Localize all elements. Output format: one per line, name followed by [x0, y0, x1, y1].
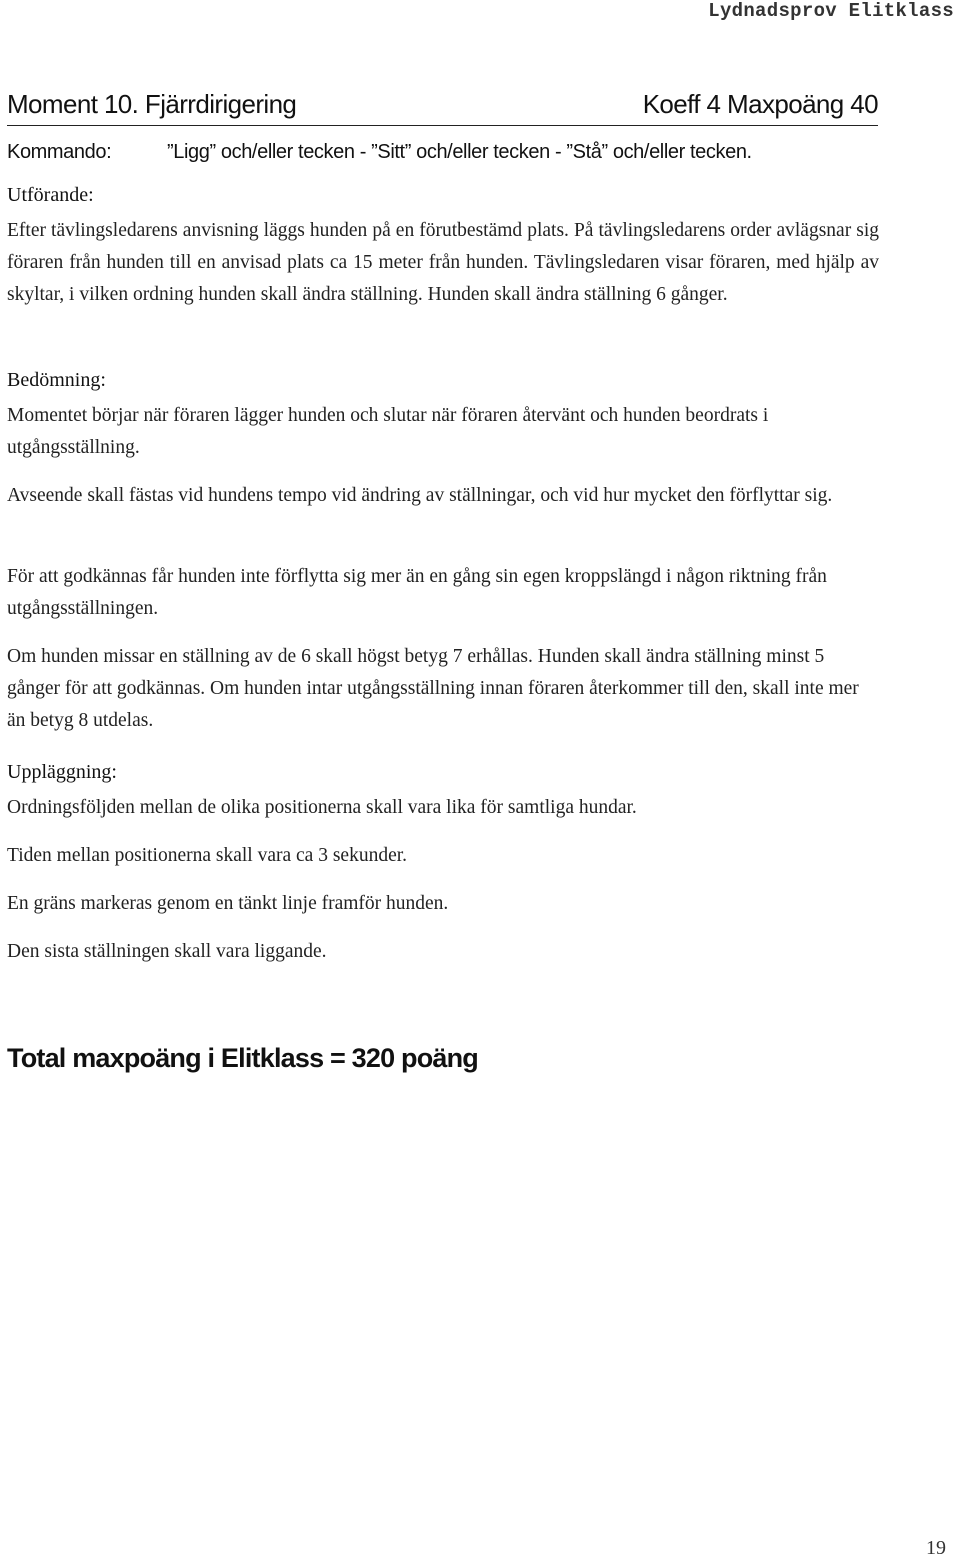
- running-header: Lydnadsprov Elitklass: [708, 0, 954, 22]
- moment-title: Moment 10. Fjärrdirigering: [7, 89, 297, 119]
- total-maxpoang: Total maxpoäng i Elitklass = 320 poäng: [7, 1043, 478, 1073]
- upplaggning-label: Uppläggning:: [7, 761, 117, 783]
- utforande-text: Efter tävlingsledarens anvisning läggs hunden på en förutbestämd plats. På tävlingsledarens order avlägsnar sig föraren från hunden till en anvisad plats ca 15 meter från hunden. Tävlingsledaren visar föraren, med hjälp av skyltar, i vilken ordning hunden skall ändra ställning. Hunden skall ändra ställning 6 gånger.: [7, 220, 879, 305]
- upplaggning-line-2: Tiden mellan positionerna skall vara ca 3 sekunder.: [7, 845, 408, 866]
- bedomning-paragraph-2: Avseende skall fästas vid hundens tempo vid ändring av ställningar, och vid hur mycket den förflyttar sig.: [7, 485, 833, 506]
- koeff-maxpoang: Koeff 4 Maxpoäng 40: [642, 89, 878, 119]
- upplaggning-line-3: En gräns markeras genom en tänkt linje framför hunden.: [7, 893, 449, 914]
- upplaggning-line-1: Ordningsföljden mellan de olika positionerna skall vara lika för samtliga hundar.: [7, 797, 637, 818]
- bedomning-label: Bedömning:: [7, 369, 106, 391]
- bedomning-paragraph-1: Momentet börjar när föraren lägger hunden och slutar när föraren återvänt och hunden beordrats i utgångsställning.: [7, 405, 769, 458]
- page-number: 19: [926, 1537, 946, 1559]
- kommando-label: Kommando:: [7, 141, 112, 163]
- bedomning-paragraph-3: För att godkännas får hunden inte förflytta sig mer än en gång sin egen kroppslängd i någon riktning från utgångsställningen.: [7, 566, 827, 619]
- upplaggning-line-4: Den sista ställningen skall vara liggande.: [7, 941, 327, 962]
- moment-heading: [7, 89, 878, 126]
- bedomning-paragraph-4: Om hunden missar en ställning av de 6 skall högst betyg 7 erhållas. Hunden skall ändra ställning minst 5 gånger för att godkännas. Om hunden intar utgångsställning innan föraren återkommer till den, skall inte mer än betyg 8 utdelas.: [7, 646, 859, 731]
- utforande-label: Utförande:: [7, 184, 94, 206]
- kommando-value: ”Ligg” och/eller tecken - ”Sitt” och/eller tecken - ”Stå” och/eller tecken.: [167, 141, 752, 163]
